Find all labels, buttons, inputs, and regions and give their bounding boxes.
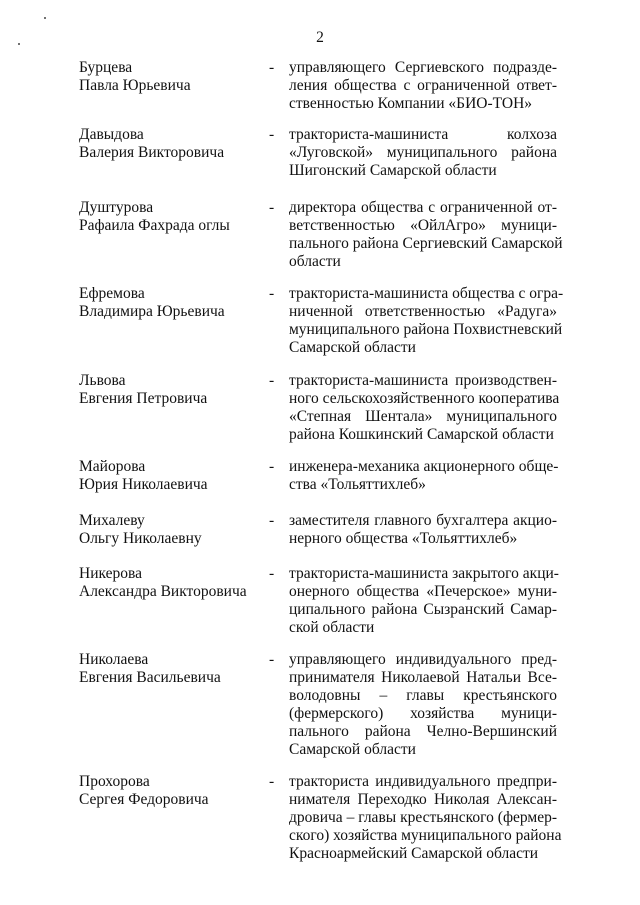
given-name: Павла Юрьевича	[79, 77, 191, 94]
position-line: онерного общества «Печерское» муни-	[289, 583, 557, 600]
position-line: Самарской области	[289, 339, 416, 356]
position-line: Красноармейский Самарской области	[289, 845, 539, 862]
separator-dash: -	[269, 372, 275, 389]
separator-dash: -	[269, 199, 275, 216]
separator-dash: -	[269, 458, 275, 475]
person-name	[79, 512, 269, 548]
position-line: управляющего Сергиевского подразде-	[289, 59, 557, 76]
entry-row	[79, 199, 563, 271]
person-name	[79, 565, 269, 637]
page-number: 2	[316, 29, 324, 46]
surname: Прохорова	[79, 773, 150, 790]
position-line: «Степная Шентала» муниципального	[289, 408, 557, 425]
position-line: ветственностью «ОйлАгро» муници-	[289, 217, 557, 234]
entry-row	[79, 651, 557, 759]
scan-speck	[44, 17, 46, 19]
position-description	[289, 285, 564, 357]
person-name	[79, 126, 269, 180]
given-name: Сергея Федоровича	[79, 791, 209, 808]
entry-row	[79, 59, 557, 113]
entry-row	[79, 773, 562, 863]
position-description	[289, 59, 557, 113]
position-line: дровича – главы крестьянского (фермер-	[289, 809, 557, 826]
position-line: муниципального района Похвистневский	[289, 321, 563, 338]
position-line: инженера-механика акционерного обще-	[289, 458, 559, 475]
person-name	[79, 199, 269, 271]
entry-row	[79, 285, 564, 357]
surname: Львова	[79, 372, 126, 389]
surname: Майорова	[79, 458, 146, 475]
entry-row	[79, 126, 557, 180]
entry-row	[79, 458, 557, 494]
person-name	[79, 458, 269, 494]
position-line: ства «Тольяттихлеб»	[289, 476, 426, 493]
given-name: Александра Викторовича	[79, 583, 247, 600]
position-line: (фермерского) хозяйства муници-	[289, 705, 557, 722]
given-name: Рафаила Фахрада оглы	[79, 217, 230, 234]
position-line: ления общества с ограниченной ответ-	[289, 77, 557, 94]
position-line: ственностью Компании «БИО-ТОН»	[289, 95, 533, 112]
position-line: володовны – главы крестьянского	[289, 687, 557, 704]
position-description	[289, 126, 557, 180]
position-description	[289, 651, 557, 759]
entry-row	[79, 512, 557, 548]
person-name	[79, 651, 269, 759]
entry-row	[79, 372, 560, 444]
position-line: тракториста-машиниста закрытого акци-	[289, 565, 559, 582]
position-description	[289, 773, 562, 863]
position-line: ниченной ответственностью «Радуга»	[289, 303, 557, 320]
separator-dash: -	[269, 651, 275, 668]
given-name: Ольгу Николаевну	[79, 530, 202, 547]
surname: Николаева	[79, 651, 149, 668]
given-name: Юрия Николаевича	[79, 476, 208, 493]
separator-dash: -	[269, 59, 275, 76]
position-line: заместителя главного бухгалтера акцио-	[289, 512, 557, 529]
given-name: Валерия Викторовича	[79, 144, 225, 161]
surname: Никерова	[79, 565, 143, 582]
position-line: Самарской области	[289, 741, 416, 758]
separator-dash: -	[269, 285, 275, 302]
position-line: ской области	[289, 619, 375, 636]
person-name	[79, 773, 269, 863]
separator-dash: -	[269, 512, 275, 529]
position-line: нерного общества «Тольяттихлеб»	[289, 530, 518, 547]
position-line: управляющего индивидуального пред-	[289, 651, 557, 668]
position-line: ского) хозяйства муниципального района	[289, 827, 562, 844]
position-line: ципального района Сызранский Самар-	[289, 601, 557, 618]
given-name: Евгения Васильевича	[79, 669, 221, 686]
given-name: Владимира Юрьевича	[79, 303, 225, 320]
person-name	[79, 59, 269, 113]
separator-dash: -	[269, 126, 275, 143]
position-description	[289, 458, 557, 494]
person-name	[79, 285, 269, 357]
surname: Михалеву	[79, 512, 145, 529]
separator-dash: -	[269, 773, 275, 790]
position-line: ного сельскохозяйственного кооператива	[289, 390, 560, 407]
person-name	[79, 372, 269, 444]
position-line: принимателя Николаевой Натальи Все-	[289, 669, 557, 686]
surname: Бурцева	[79, 59, 133, 76]
given-name: Евгения Петровича	[79, 390, 208, 407]
surname: Ефремова	[79, 285, 145, 302]
position-description	[289, 372, 560, 444]
position-description	[289, 199, 563, 271]
position-description	[289, 512, 557, 548]
position-line: тракториста-машиниста производствен-	[289, 372, 557, 389]
position-line: тракториста-машиниста общества с огра-	[289, 285, 564, 302]
surname: Душтурова	[79, 199, 154, 216]
position-line: пального района Челно-Вершинский	[289, 723, 557, 740]
position-line: тракториста индивидуального предпри-	[289, 773, 557, 790]
position-line: области	[289, 253, 341, 270]
position-description	[289, 565, 557, 637]
position-line: пального района Сергиевский Самарской	[289, 235, 563, 252]
position-line: директора общества с ограниченной от-	[289, 199, 557, 216]
position-line: нимателя Переходко Николая Алексан-	[289, 791, 557, 808]
surname: Давыдова	[79, 126, 144, 143]
position-line: тракториста-машиниста колхоза «Луговской» муниципального района Шигонский Самарской области	[289, 126, 557, 179]
entry-row	[79, 565, 557, 637]
separator-dash: -	[269, 565, 275, 582]
position-line: района Кошкинский Самарской области	[289, 426, 554, 443]
